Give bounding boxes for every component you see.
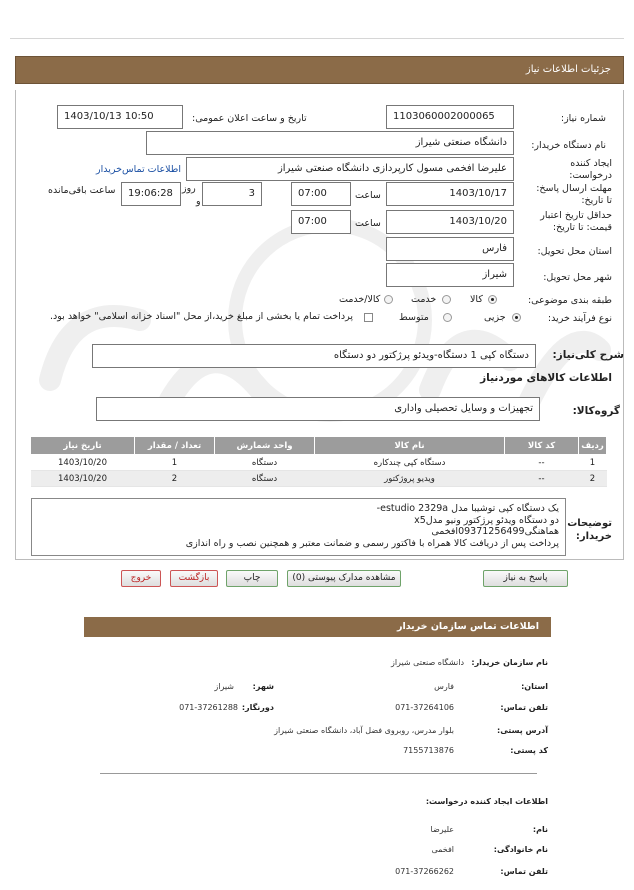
col-header-name: نام کالا bbox=[315, 437, 505, 455]
cell-row: 2 bbox=[579, 471, 607, 487]
contact-divider bbox=[100, 773, 537, 774]
exit-button[interactable]: خروج bbox=[121, 570, 161, 587]
first-name-label: نام: bbox=[532, 825, 548, 834]
validity-label: حداقل تاریخ اعتبار قیمت: تا تاریخ: bbox=[540, 210, 612, 233]
section-title: جزئیات اطلاعات نیاز bbox=[525, 64, 611, 75]
contact-title: اطلاعات تماس سازمان خریدار bbox=[396, 621, 539, 632]
announce-field: 1403/10/13 10:50 bbox=[57, 105, 183, 129]
phone-value: 071-37264106 bbox=[395, 703, 454, 712]
process-label: نوع فرآیند خرید: bbox=[547, 313, 612, 324]
col-header-row: ردیف bbox=[579, 437, 607, 455]
col-header-qty: تعداد / مقدار bbox=[135, 437, 215, 455]
announce-label: تاریخ و ساعت اعلان عمومی: bbox=[192, 113, 307, 124]
cell-unit: دستگاه bbox=[215, 471, 315, 487]
buyer-label: نام دستگاه خریدار: bbox=[531, 140, 606, 151]
deadline-label: مهلت ارسال پاسخ: تا تاریخ: bbox=[536, 183, 612, 206]
treasury-text: پرداخت تمام یا بخشی از مبلغ خرید،از محل "اسناد خزانه اسلامی" خواهد بود. bbox=[50, 311, 353, 322]
cell-code: -- bbox=[505, 455, 579, 471]
days-label: روز bbox=[182, 183, 196, 194]
buyer-note-line: یک دستگاه کپی توشیبا مدل estudio 2329a- bbox=[376, 503, 559, 514]
process-radio-medium[interactable] bbox=[443, 313, 452, 322]
process-option-medium: متوسط bbox=[399, 312, 429, 323]
category-label: طبقه بندی موضوعی: bbox=[527, 295, 612, 306]
top-divider bbox=[10, 38, 624, 39]
back-button[interactable]: بازگشت bbox=[170, 570, 218, 587]
validity-date-field: 1403/10/20 bbox=[386, 210, 514, 234]
category-radio-both[interactable] bbox=[384, 295, 393, 304]
col-header-code: کد کالا bbox=[505, 437, 579, 455]
phone-label: تلفن تماس: bbox=[500, 703, 548, 712]
buyer-note-line: پرداخت پس از دریافت کالا همراه با فاکتور رسمی و ضمانت معتبر و همچنین نصب و راه اندازی bbox=[185, 537, 559, 549]
city-contact-value: شیراز bbox=[214, 682, 234, 691]
buyer-contact-link[interactable]: اطلاعات تماس‌خریدار bbox=[96, 164, 181, 175]
buyer-notes-label: توضیحات خریدار: bbox=[567, 518, 612, 542]
cell-date: 1403/10/20 bbox=[31, 455, 135, 471]
validity-time-label: ساعت bbox=[355, 218, 381, 229]
buyer-note-line: هماهنگی09371256499افخمی bbox=[431, 526, 559, 537]
creator-field: علیرضا افخمی مسول کارپردازی دانشگاه صنعتی شیراز bbox=[186, 157, 514, 181]
last-name-value: افخمی bbox=[431, 845, 454, 854]
section-header bbox=[15, 56, 624, 84]
cell-qty: 2 bbox=[135, 471, 215, 487]
col-header-date: تاریخ نیاز bbox=[31, 437, 135, 455]
table-row bbox=[31, 471, 607, 487]
validity-time-field: 07:00 bbox=[291, 210, 351, 234]
cell-unit: دستگاه bbox=[215, 455, 315, 471]
cell-date: 1403/10/20 bbox=[31, 471, 135, 487]
remaining-label: ساعت باقی‌مانده bbox=[48, 185, 116, 196]
contact-header bbox=[84, 617, 551, 637]
creator-label: ایجاد کننده درخواست: bbox=[569, 158, 612, 181]
last-name-label: نام خانوادگی: bbox=[493, 845, 548, 854]
creator-phone-label: تلفن تماس: bbox=[500, 867, 548, 876]
province-contact-value: فارس bbox=[434, 682, 454, 691]
creator-phone-value: 071-37266262 bbox=[395, 867, 454, 876]
cell-qty: 1 bbox=[135, 455, 215, 471]
cell-name: ویدیو پروژکتور bbox=[315, 471, 505, 487]
buyer-notes-box bbox=[31, 498, 566, 556]
org-label: نام سازمان خریدار: bbox=[471, 658, 548, 667]
category-option-goods: کالا bbox=[470, 294, 483, 305]
province-label: استان محل تحویل: bbox=[537, 246, 612, 257]
group-field: تجهیزات و وسایل تحصیلی واداری bbox=[96, 397, 540, 421]
remaining-time-field: 19:06:28 bbox=[121, 182, 181, 206]
city-contact-label: شهر: bbox=[252, 682, 274, 691]
items-table bbox=[30, 436, 607, 487]
summary-field: دستگاه کپی 1 دستگاه-ویدئو پرژکتور دو دستگاه bbox=[92, 344, 536, 368]
org-value: دانشگاه صنعتی شیراز bbox=[390, 658, 464, 667]
table-header-row bbox=[31, 437, 607, 455]
treasury-checkbox[interactable] bbox=[364, 313, 373, 322]
days-suffix: و bbox=[196, 196, 201, 207]
summary-label: شرح کلی‌نیاز: bbox=[552, 349, 624, 361]
fax-value: 071-37261288 bbox=[179, 703, 238, 712]
first-name-value: علیرضا bbox=[430, 825, 454, 834]
reply-button[interactable]: پاسخ به نیاز bbox=[483, 570, 568, 587]
cell-row: 1 bbox=[579, 455, 607, 471]
deadline-date-field: 1403/10/17 bbox=[386, 182, 514, 206]
address-label: آدرس پستی: bbox=[497, 726, 548, 735]
col-header-unit: واحد شمارش bbox=[215, 437, 315, 455]
province-contact-label: استان: bbox=[521, 682, 548, 691]
postal-label: کد پستی: bbox=[510, 746, 548, 755]
province-field: فارس bbox=[386, 237, 514, 261]
creator-info-title: اطلاعات ایجاد کننده درخواست: bbox=[425, 797, 548, 806]
fax-label: دورنگار: bbox=[241, 703, 274, 712]
category-radio-service[interactable] bbox=[442, 295, 451, 304]
cell-code: -- bbox=[505, 471, 579, 487]
goods-info-title: اطلاعات کالاهای موردنیاز bbox=[480, 372, 612, 384]
city-label: شهر محل تحویل: bbox=[543, 272, 612, 283]
print-button[interactable]: چاپ bbox=[226, 570, 278, 587]
need-number-label: شماره نیاز: bbox=[560, 113, 606, 124]
category-option-service: خدمت bbox=[411, 294, 437, 305]
need-number-field: 1103060002000065 bbox=[386, 105, 514, 129]
table-row bbox=[31, 455, 607, 471]
category-radio-goods[interactable] bbox=[488, 295, 497, 304]
deadline-time-field: 07:00 bbox=[291, 182, 351, 206]
view-docs-button[interactable]: مشاهده مدارک پیوستی (0) bbox=[287, 570, 401, 587]
deadline-time-label: ساعت bbox=[355, 190, 381, 201]
cell-name: دستگاه کپی چندکاره bbox=[315, 455, 505, 471]
buyer-field: دانشگاه صنعتی شیراز bbox=[146, 131, 514, 155]
buyer-note-line: دو دستگاه ویدئو پرژکتور ونیو مدلx5 bbox=[414, 514, 559, 526]
address-value: بلوار مدرس، روبروی فضل آباد، دانشگاه صنعتی شیراز bbox=[274, 726, 454, 735]
city-field: شیراز bbox=[386, 263, 514, 287]
process-option-minor: جزیی bbox=[484, 312, 506, 323]
category-option-both: کالا/خدمت bbox=[339, 294, 381, 305]
postal-value: 7155713876 bbox=[403, 746, 454, 755]
group-label: گروه‌کالا: bbox=[572, 405, 620, 417]
process-radio-minor[interactable] bbox=[512, 313, 521, 322]
days-field: 3 bbox=[202, 182, 262, 206]
